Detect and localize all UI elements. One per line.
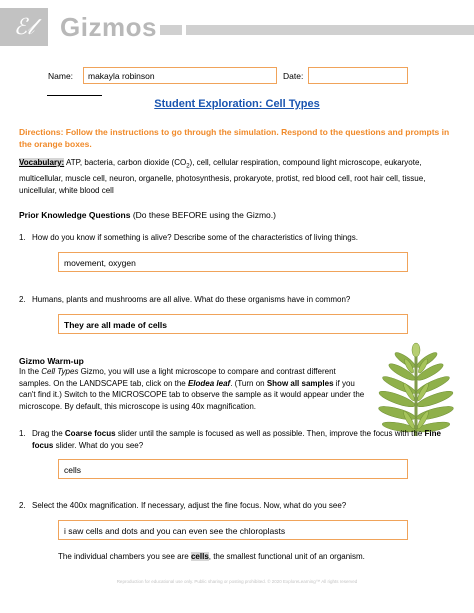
explorelearning-logo: ℰ𝓁 (0, 8, 48, 46)
question-number: 2. (19, 295, 26, 304)
prior-knowledge-heading: Prior Knowledge Questions (Do these BEFORE using the Gizmo.) (19, 210, 276, 220)
divider (47, 95, 102, 96)
header-stripe (186, 25, 474, 35)
prior-answer-1[interactable]: movement, oxygen (58, 252, 408, 272)
vocabulary-label: Vocabulary: (19, 158, 65, 167)
brand-title: Gizmos (60, 12, 157, 42)
warmup-question-1: Drag the Coarse focus slider until the sample is focused as well as possible. Then, improve the focus with the Fine focus slider. What do you see? (32, 429, 441, 450)
header-stripe (160, 25, 182, 35)
warmup-heading: Gizmo Warm-up (19, 356, 84, 366)
warmup-answer-2[interactable]: i saw cells and dots and you can even see the chloroplasts (58, 520, 408, 540)
name-field[interactable]: makayla robinson (83, 67, 277, 84)
directions: Directions: Follow the instructions to go through the simulation. Respond to the questions and prompts in the orange boxes. (19, 127, 450, 149)
date-field[interactable] (308, 67, 408, 84)
conclusion-sentence: The individual chambers you see are cells, the smallest functional unit of an organism. (58, 552, 365, 561)
highlighted-term: cells (190, 552, 209, 561)
elodea-plant-image (375, 342, 457, 438)
prior-question-2: Humans, plants and mushrooms are all alive. What do these organisms have in common? (32, 295, 351, 304)
page-title: Student Exploration: Cell Types (154, 98, 320, 110)
warmup-question-2: Select the 400x magnification. If necessary, adjust the fine focus. Now, what do you see? (32, 501, 347, 510)
prior-answer-2[interactable]: They are all made of cells (58, 314, 408, 334)
prior-question-1: How do you know if something is alive? Describe some of the characteristics of living things. (32, 233, 358, 242)
warmup-paragraph: In the Cell Types Gizmo, you will use a light microscope to compare and contrast different samples. On the LANDSCAPE tab, click on the Elodea leaf. (Turn on Show all samples if you can't find it.) Switch to the MICROSCOPE tab to observe the sample as it would appear under the microscope. By default, this microscope is using 40x magnification. (19, 367, 365, 411)
warmup-answer-1[interactable]: cells (58, 459, 408, 479)
question-number: 2. (19, 501, 26, 510)
name-label: Name: (48, 71, 74, 81)
question-number: 1. (19, 429, 26, 438)
copyright-footer: Reproduction for educational use only. Public sharing or posting prohibited. © 2020 ExploreLearning™ All rights reserved (116, 579, 358, 584)
vocabulary-paragraph: Vocabulary: ATP, bacteria, carbon dioxide $(CO_2)$, cell, cellular respiration, compound light microscope, eukaryote, multicellular, muscle cell, neuron, organelle, photosynthesis, prokaryote, protist, red blood cell, root hair cell, tissue, unicellular, white blood cell (19, 158, 426, 195)
question-number: 1. (19, 233, 26, 242)
date-label: Date: (283, 71, 304, 81)
